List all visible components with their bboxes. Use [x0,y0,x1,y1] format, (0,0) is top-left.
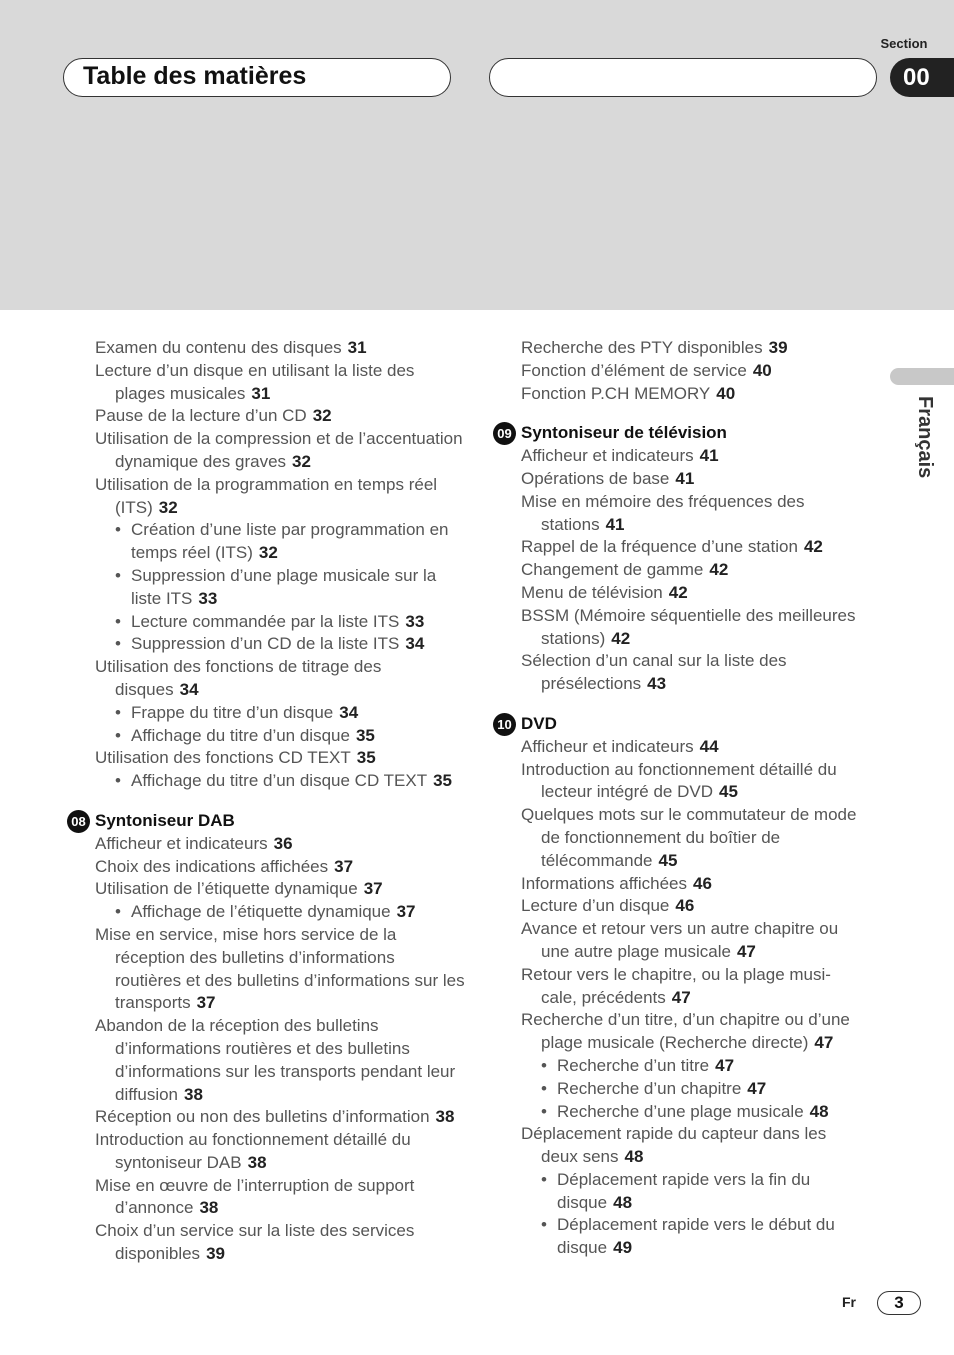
toc-entry[interactable] [95,878,465,901]
toc-page-number: 32 [312,406,332,426]
toc-page-number: 31 [251,383,271,403]
toc-subentry[interactable] [521,1055,866,1078]
section-title-08: Syntoniseur DAB [95,810,235,830]
toc-subentry[interactable] [95,565,465,611]
toc-page-number: 37 [334,856,354,876]
toc-entry-text: Pause de la lecture d’un CD [95,406,307,426]
toc-page-number: 32 [292,451,311,471]
toc-entry-text: Fonction d’élément de service [521,360,747,380]
toc-entry-text: Frappe du titre d’un disque [131,702,334,722]
toc-page-number: 40 [716,383,736,403]
toc-page-number: 31 [347,338,367,357]
toc-entry-text: Informations affichées [521,873,687,893]
section-heading-10[interactable] [497,713,866,736]
toc-page-number: 47 [747,1078,767,1098]
toc-page-number: 45 [658,850,678,870]
bullet-icon: • [115,702,121,722]
toc-entry-text: Examen du contenu des disques [95,338,342,357]
toc-entry[interactable] [95,924,465,1015]
toc-page-number: 37 [363,879,383,899]
toc-entry-text: Recherche d’un chapitre [557,1078,742,1098]
toc-entry-text: Mise en mémoire des fréquences des stations [521,491,805,534]
toc-entry[interactable] [521,559,866,582]
toc-right-column [497,337,866,1260]
section-number-08: 08 [67,810,90,833]
toc-entry[interactable] [521,360,866,383]
toc-subentry[interactable] [521,1078,866,1101]
bullet-icon: • [115,611,121,631]
toc-entry[interactable] [95,360,465,406]
toc-entry-text: Affichage de l’étiquette dynamique [131,902,391,922]
section-heading-08[interactable] [71,810,465,833]
footer-language: Fr [842,1294,856,1310]
toc-entry[interactable] [521,736,866,759]
toc-entry-text: Réception ou non des bulletins d’information [95,1107,430,1127]
toc-entry[interactable] [521,582,866,605]
toc-page-number: 48 [624,1147,644,1167]
section-title-09: Syntoniseur de télévision [521,423,727,443]
toc-left-column [71,337,465,1266]
toc-entry-text: Rappel de la fréquence d’une station [521,537,798,557]
toc-subentry[interactable] [521,1169,866,1215]
toc-entry-text: Avance et retour vers un autre chapitre ou une autre plage musicale [521,919,839,961]
section-number-09: 09 [493,422,516,445]
bullet-icon: • [115,725,121,745]
header-background [0,0,954,310]
bullet-icon: • [115,902,121,922]
toc-page-number: 47 [715,1055,735,1075]
bullet-icon: • [115,771,121,791]
toc-page-number: 38 [184,1084,203,1104]
toc-entry-text: Afficheur et indicateurs [521,446,694,466]
toc-page-number: 48 [613,1192,633,1212]
toc-page-number: 41 [699,446,719,466]
toc-page-number: 33 [198,588,218,608]
toc-entry[interactable] [95,1106,465,1129]
toc-entry[interactable] [95,337,465,360]
toc-page-number: 45 [718,782,738,802]
toc-entry-text: Mise en service, mise hors service de la réception des bulletins d’informations routières et des bulletins d’informations sur les transports [95,924,465,1013]
toc-page-number: 43 [647,674,667,694]
toc-entry-text: Introduction au fonctionnement détaillé du syntoniseur DAB [95,1130,411,1172]
toc-page-number: 33 [405,611,425,631]
toc-entry[interactable] [521,337,866,360]
toc-page-number: 38 [247,1152,267,1172]
toc-page-number: 37 [196,993,216,1013]
toc-page-number: 48 [809,1101,829,1121]
toc-page-number: 38 [435,1107,455,1127]
toc-entry[interactable] [521,1009,866,1055]
toc-entry[interactable] [521,873,866,896]
toc-entry[interactable] [521,536,866,559]
toc-entry-text: BSSM (Mémoire séquentielle des meilleures stations) [521,605,856,648]
toc-subentry[interactable] [95,901,465,924]
bullet-icon: • [541,1078,547,1098]
toc-entries-left [95,337,465,793]
toc-page-number: 40 [752,360,772,380]
page-title: Table des matières [83,62,307,90]
toc-entry[interactable] [95,656,465,702]
toc-page-number: 42 [709,560,729,580]
toc-entry[interactable] [95,833,465,856]
toc-page-number: 44 [699,736,719,756]
toc-entry[interactable] [521,605,866,651]
toc-entry[interactable] [521,491,866,537]
toc-subentry[interactable] [95,770,465,793]
toc-entry-text: Afficheur et indicateurs [521,736,694,756]
toc-entry-text: Lecture commandée par la liste ITS [131,611,400,631]
toc-entry-text: Sélection d’un canal sur la liste des présélections [521,651,787,694]
toc-entry-text: Abandon de la réception des bulletins d’informations routières et des bulletins d’informations sur les transports pendant leur diffusion [95,1016,456,1104]
toc-entry[interactable] [521,804,866,872]
toc-entry[interactable] [95,1129,465,1175]
toc-entry[interactable] [95,1220,465,1266]
toc-subentry[interactable] [95,725,465,748]
toc-entry-text: Opérations de base [521,468,670,488]
toc-entries-section-10 [521,736,866,1260]
toc-entry[interactable] [521,650,866,696]
toc-subentry[interactable] [95,519,465,565]
toc-page-number: 42 [611,628,631,648]
toc-entry-text: Utilisation de l’étiquette dynamique [95,879,358,899]
toc-entry-text: Introduction au fonctionnement détaillé du lecteur intégré de DVD [521,759,837,802]
toc-page-number: 36 [273,833,293,853]
toc-entry[interactable] [521,468,866,491]
toc-page-number: 34 [179,679,199,699]
toc-entry[interactable] [95,1175,465,1221]
toc-entry-text: Utilisation des fonctions CD TEXT [95,748,351,768]
bullet-icon: • [541,1055,547,1075]
toc-subentry[interactable] [95,702,465,725]
toc-entry-text: Mise en œuvre de l’interruption de support d’annonce [95,1175,415,1218]
title-pill [63,58,451,97]
toc-page-number: 38 [199,1198,219,1218]
toc-entry-text: Utilisation des fonctions de titrage des disques [95,657,382,699]
section-heading-09[interactable] [497,422,866,445]
toc-page-number: 47 [814,1033,834,1053]
toc-subentry[interactable] [95,633,465,656]
toc-page-number: 32 [158,497,178,517]
toc-page-number: 32 [258,543,278,563]
toc-page-number: 34 [339,702,359,722]
toc-entries-section-08 [95,833,465,1266]
blank-header-pill [489,58,877,97]
toc-entry-text: Déplacement rapide vers la fin du disque [557,1169,811,1212]
toc-entry-text: Déplacement rapide vers le début du disque [557,1215,835,1258]
section-title-10: DVD [521,713,557,733]
bullet-icon: • [115,634,121,654]
toc-entry-text: Retour vers le chapitre, ou la plage musi-cale, précédents [521,964,831,1007]
toc-page-number: 41 [605,514,625,534]
toc-entry-text: Recherche des PTY disponibles [521,338,763,357]
toc-page-number: 37 [396,902,416,922]
toc-entry[interactable] [95,747,465,770]
bullet-icon: • [541,1101,547,1121]
toc-page-number: 42 [803,537,823,557]
toc-subentry[interactable] [521,1101,866,1124]
bullet-icon: • [541,1215,547,1235]
toc-entry-text: Recherche d’une plage musicale [557,1101,804,1121]
toc-entry[interactable] [95,474,465,520]
toc-entry[interactable] [521,918,866,964]
toc-subentry[interactable] [521,1214,866,1260]
bullet-icon: • [115,565,121,585]
toc-entry[interactable] [95,405,465,428]
toc-page-number: 35 [355,725,375,745]
bullet-icon: • [541,1169,547,1189]
toc-entry-text: Affichage du titre d’un disque [131,725,350,745]
toc-entry[interactable] [521,383,866,406]
toc-page-number: 49 [613,1238,633,1258]
toc-entry-text: Utilisation de la compression et de l’accentuation dynamique des graves [95,429,463,471]
toc-subentry[interactable] [95,611,465,634]
language-label: Français [914,396,936,479]
toc-page-number: 47 [671,987,691,1007]
toc-entry-text: Lecture d’un disque en utilisant la liste des plages musicales [95,360,415,403]
toc-entry-text: Recherche d’un titre [557,1055,710,1075]
toc-entry[interactable] [95,428,465,474]
toc-page-number: 34 [405,634,425,654]
page-number: 3 [877,1291,921,1315]
toc-entry-text: Déplacement rapide du capteur dans les deux sens [521,1124,827,1167]
toc-page-number: 46 [693,873,712,893]
toc-entries-right [521,337,866,405]
toc-entry-text: Choix d’un service sur la liste des services disponibles [95,1221,415,1264]
toc-page-number: 41 [675,468,695,488]
section-number-badge: 00 [890,58,954,97]
section-label: Section [880,36,928,51]
toc-entry[interactable] [521,1123,866,1169]
toc-entry-text: Affichage du titre d’un disque CD TEXT [131,771,428,791]
section-number-10: 10 [493,713,516,736]
toc-entry[interactable] [521,895,866,918]
toc-entry-text: Lecture d’un disque [521,896,670,916]
bullet-icon: • [115,520,121,540]
toc-page-number: 39 [206,1244,225,1264]
toc-entry[interactable] [95,1015,465,1106]
toc-entry[interactable] [95,856,465,879]
toc-page-number: 39 [768,338,788,357]
toc-entry[interactable] [521,445,866,468]
toc-entry-text: Quelques mots sur le commutateur de mode de fonctionnement du boîtier de télécommande [521,805,857,870]
toc-page-number: 35 [433,771,453,791]
toc-entry-text: Suppression d’un CD de la liste ITS [131,634,400,654]
toc-page-number: 35 [356,748,376,768]
toc-page-number: 42 [668,582,688,602]
language-tab [890,368,954,385]
toc-entry-text: Menu de télévision [521,582,663,602]
toc-page-number: 47 [736,941,756,961]
toc-entry[interactable] [521,759,866,805]
toc-entry-text: Fonction P.CH MEMORY [521,383,711,403]
toc-page-number: 46 [675,896,695,916]
toc-entry-text: Recherche d’un titre, d’un chapitre ou d’une plage musicale (Recherche directe) [521,1010,850,1053]
toc-entry[interactable] [521,964,866,1010]
toc-entry-text: Création d’une liste par programmation en temps réel (ITS) [131,520,449,563]
toc-entry-text: Suppression d’une plage musicale sur la liste ITS [131,565,437,608]
toc-entry-text: Utilisation de la programmation en temps réel (ITS) [95,474,438,517]
toc-entry-text: Choix des indications affichées [95,856,329,876]
toc-entry-text: Afficheur et indicateurs [95,833,268,853]
toc-entries-section-09 [521,445,866,696]
toc-entry-text: Changement de gamme [521,560,704,580]
